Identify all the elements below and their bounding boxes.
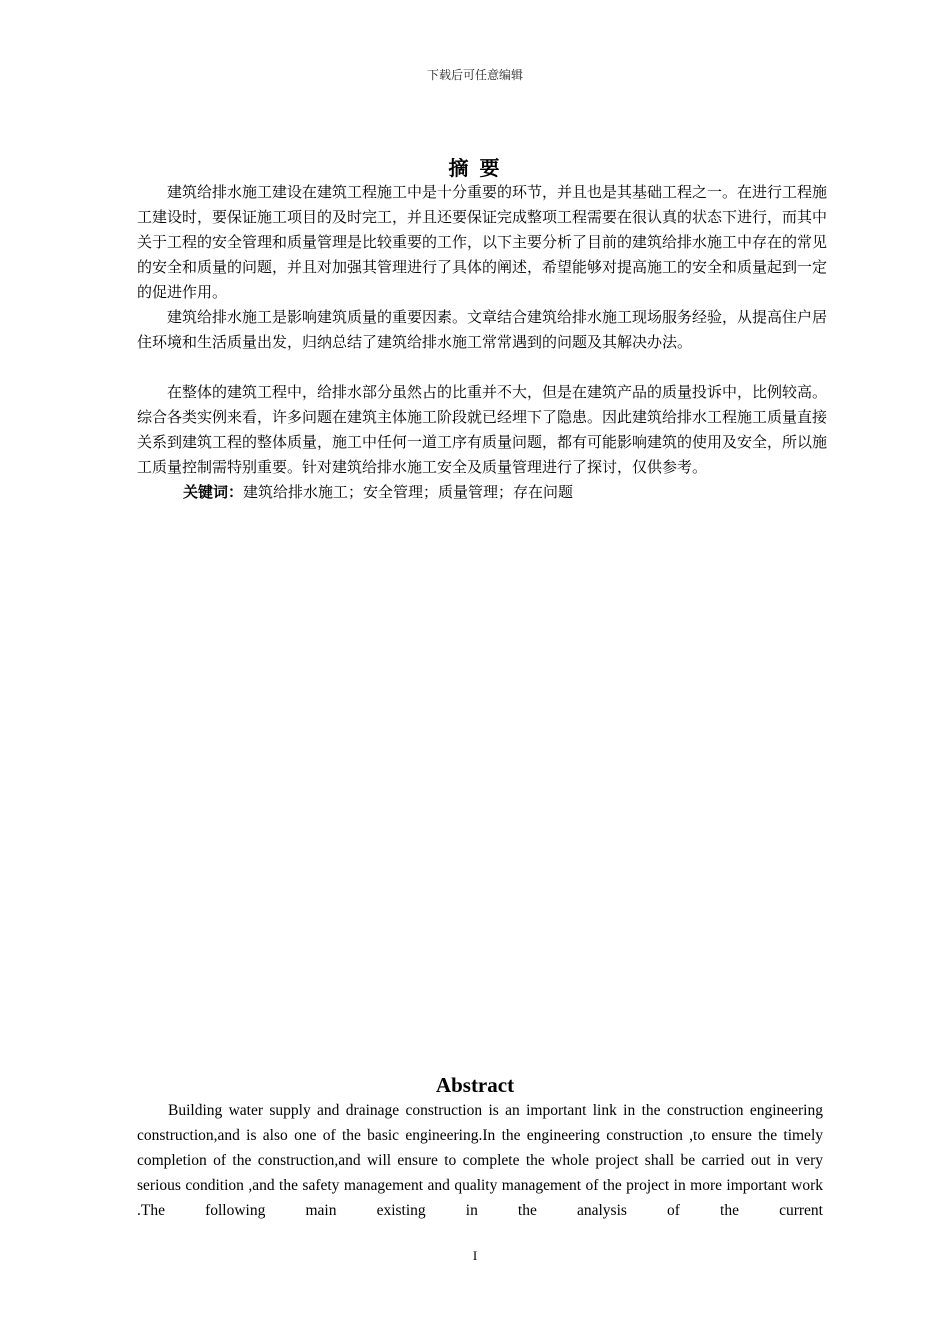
abstract-title-en: Abstract [435,1073,515,1097]
abstract-title-cn: 摘 要 [448,156,502,180]
abstract-en-paragraph: Building water supply and drainage construction is an important link in the construction engineering construction,and is also one of the basic engineering.In the engineering construction ,to ensure the timely completion of the construction,and will ensure to complete the whole project shall be carried out in very serious condition ,and the safety management and quality management of the project in more important work .The following main existing in the analysis of the current [137,1102,823,1219]
keywords-text: 建筑给排水施工；安全管理；质量管理；存在问题 [243,483,574,501]
keywords-separator: ： [228,483,244,501]
abstract-body-en [137,1098,823,1223]
abstract-paragraph-2: 建筑给排水施工是影响建筑质量的重要因素。文章结合建筑给排水施工现场服务经验，从提高住户居住环境和生活质量出发，归纳总结了建筑给排水施工常常遇到的问题及其解决办法。 [137,308,828,351]
page-header: 下载后可任意编辑 [426,68,523,82]
page-number: I [472,1248,478,1263]
keywords-label: 关键词 [183,483,229,501]
abstract-paragraph-3: 在整体的建筑工程中，给排水部分虽然占的比重并不大，但是在建筑产品的质量投诉中，比例较高。综合各类实例来看，许多问题在建筑主体施工阶段就已经埋下了隐患。因此建筑给排水工程施工质量直接关系到建筑工程的整体质量，施工中任何一道工序有质量问题，都有可能影响建筑的使用及安全，所以施工质量控制需特别重要。针对建筑给排水施工安全及质量管理进行了探讨，仅供参考。 [137,383,828,476]
abstract-body-cn [137,180,827,505]
abstract-paragraph-1: 建筑给排水施工建设在建筑工程施工中是十分重要的环节，并且也是其基础工程之一。在进行工程施工建设时，要保证施工项目的及时完工，并且还要保证完成整项工程需要在很认真的状态下进行，而其中关于工程的安全管理和质量管理是比较重要的工作，以下主要分析了目前的建筑给排水施工中存在的常见的安全和质量的问题，并且对加强其管理进行了具体的阐述，希望能够对提高施工的安全和质量起到一定的促进作用。 [137,183,828,301]
keywords-line [137,480,827,505]
